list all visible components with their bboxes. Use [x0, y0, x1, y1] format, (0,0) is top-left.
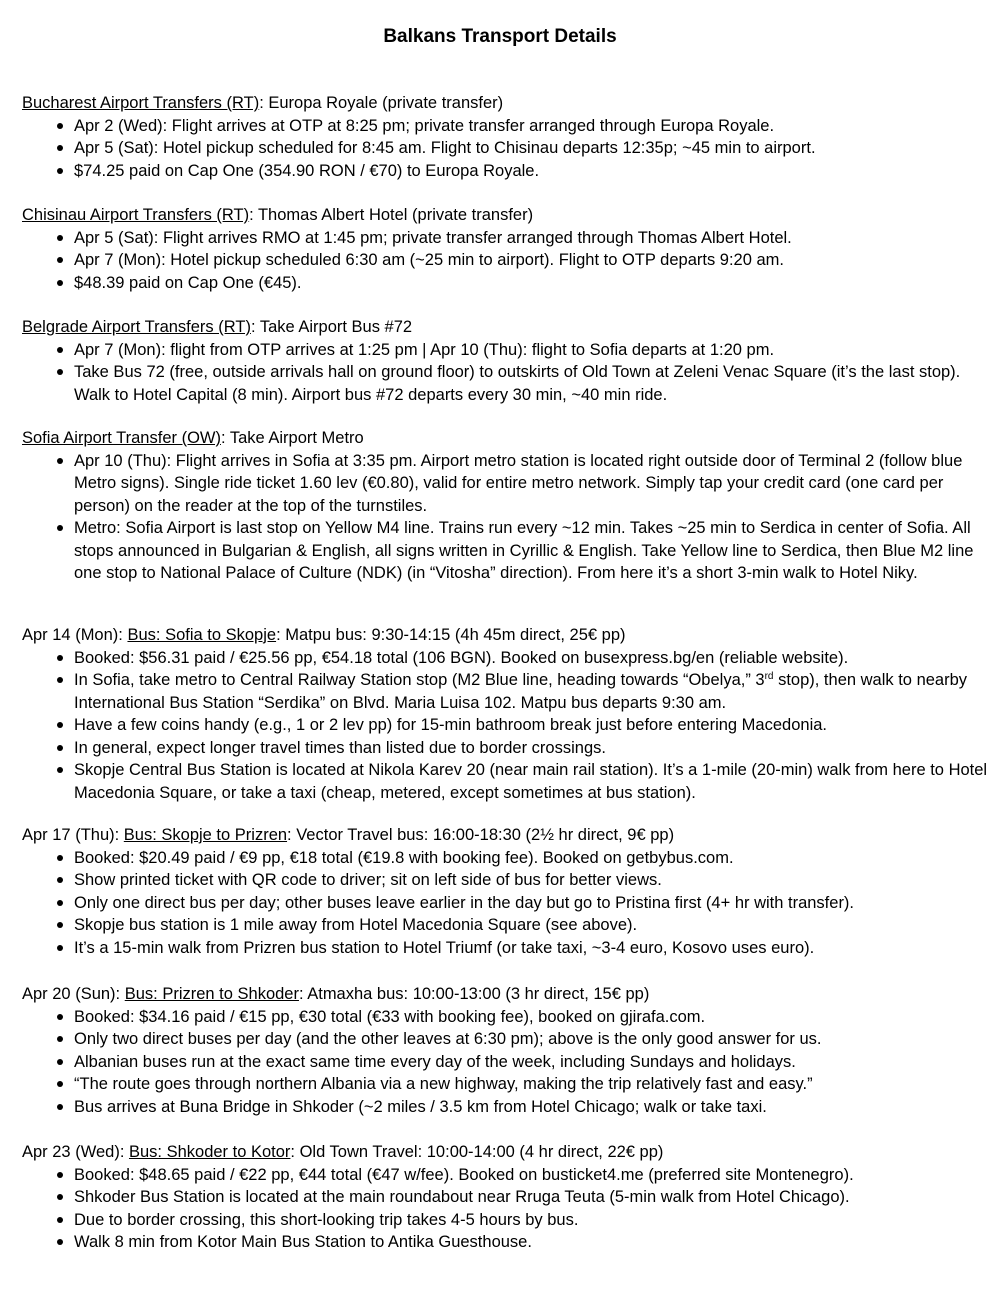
bullet-item: In general, expect longer travel times than listed due to border crossings.: [22, 737, 992, 760]
section: [22, 983, 992, 1118]
section-detail: : Vector Travel bus: 16:00-18:30 (2½ hr direct, 9€ pp): [287, 826, 675, 844]
bullet-item: Booked: $48.65 paid / €22 pp, €44 total (€47 w/fee). Booked on busticket4.me (preferred site Montenegro).: [22, 1164, 992, 1187]
bullet-item: It’s a 15-min walk from Prizren bus station to Hotel Triumf (or take taxi, ~3-4 euro, Kosovo uses euro).: [22, 937, 992, 960]
section: [22, 824, 992, 959]
section: [22, 427, 992, 585]
section: [22, 624, 992, 804]
bullet-list: [22, 847, 992, 960]
section-heading: [22, 427, 992, 450]
ordinal-suffix: rd: [764, 671, 774, 682]
section: [22, 1141, 992, 1254]
section-detail: : Thomas Albert Hotel (private transfer): [249, 206, 534, 224]
bullet-item: Skopje Central Bus Station is located at Nikola Karev 20 (near main rail station). It’s a 1-mile (20-min) walk from here to Hotel Macedonia Square, or take a taxi (cheap, metered, except sometimes at bus station).: [22, 759, 992, 804]
section: [22, 316, 992, 406]
section-title: Chisinau Airport Transfers (RT): [22, 206, 250, 224]
bullet-item: Show printed ticket with QR code to driver; sit on left side of bus for better views.: [22, 869, 992, 892]
bullet-item: Shkoder Bus Station is located at the main roundabout near Rruga Teuta (5-min walk from Hotel Chicago).: [22, 1186, 992, 1209]
section-title: Bus: Shkoder to Kotor: [128, 1143, 291, 1161]
section-heading: [22, 316, 992, 339]
bullet-item: Have a few coins handy (e.g., 1 or 2 lev pp) for 15-min bathroom break just before entering Macedonia.: [22, 714, 992, 737]
bullet-item: “The route goes through northern Albania via a new highway, making the trip relatively fast and easy.”: [22, 1073, 992, 1096]
bullet-list: [22, 1164, 992, 1254]
bullet-item: Bus arrives at Buna Bridge in Shkoder (~2 miles / 3.5 km from Hotel Chicago; walk or take taxi.: [22, 1096, 992, 1119]
bullet-list: [22, 450, 992, 585]
section-title: Bucharest Airport Transfers (RT): [22, 94, 260, 112]
bullet-list: [22, 339, 992, 407]
section-date: Apr 23 (Wed):: [22, 1143, 129, 1161]
bullet-list: [22, 227, 992, 295]
section-title: Belgrade Airport Transfers (RT): [22, 318, 251, 336]
section-date: Apr 17 (Thu):: [22, 826, 124, 844]
bullet-item: Booked: $56.31 paid / €25.56 pp, €54.18 total (106 BGN). Booked on busexpress.bg/en (reliable website).: [22, 647, 992, 670]
section: [22, 92, 992, 182]
bullet-item: Apr 5 (Sat): Hotel pickup scheduled for 8:45 am. Flight to Chisinau departs 12:35p; ~45 min to airport.: [22, 137, 992, 160]
section-date: Apr 20 (Sun):: [22, 985, 125, 1003]
bullet-item: Due to border crossing, this short-looking trip takes 4-5 hours by bus.: [22, 1209, 992, 1232]
section-detail: : Europa Royale (private transfer): [259, 94, 504, 112]
bullet-item: Walk 8 min from Kotor Main Bus Station to Antika Guesthouse.: [22, 1231, 992, 1254]
section-detail: : Old Town Travel: 10:00-14:00 (4 hr direct, 22€ pp): [290, 1143, 664, 1161]
section: [22, 204, 992, 294]
section-title: Bus: Sofia to Skopje: [127, 626, 277, 644]
bullet-item: Only one direct bus per day; other buses leave earlier in the day but go to Pristina first (4+ hr with transfer).: [22, 892, 992, 915]
bullet-item: Apr 2 (Wed): Flight arrives at OTP at 8:25 pm; private transfer arranged through Europa Royale.: [22, 115, 992, 138]
section-title: Sofia Airport Transfer (OW): [22, 429, 221, 447]
section-detail: : Take Airport Metro: [220, 429, 364, 447]
bullet-item: Skopje bus station is 1 mile away from Hotel Macedonia Square (see above).: [22, 914, 992, 937]
bullet-item: $74.25 paid on Cap One (354.90 RON / €70) to Europa Royale.: [22, 160, 992, 183]
section-title: Bus: Prizren to Shkoder: [124, 985, 299, 1003]
section-heading: [22, 92, 992, 115]
section-heading: [22, 824, 992, 847]
section-title: Bus: Skopje to Prizren: [123, 826, 288, 844]
document-title: Balkans Transport Details: [383, 26, 617, 47]
bullet-text: stop), then walk to nearby International Bus Station “Serdika” on Blvd. Maria Luisa 102. Matpu bus departs 9:30 am.: [74, 671, 968, 712]
bullet-list: [22, 115, 992, 183]
section-detail: : Atmaxha bus: 10:00-13:00 (3 hr direct, 15€ pp): [298, 985, 650, 1003]
bullet-item: Booked: $20.49 paid / €9 pp, €18 total (€19.8 with booking fee). Booked on getbybus.com.: [22, 847, 992, 870]
bullet-item: Apr 7 (Mon): flight from OTP arrives at 1:25 pm | Apr 10 (Thu): flight to Sofia departs at 1:20 pm.: [22, 339, 992, 362]
bullet-item: [22, 669, 992, 714]
bullet-item: Only two direct buses per day (and the other leaves at 6:30 pm); above is the only good answer for us.: [22, 1028, 992, 1051]
bullet-item: Apr 5 (Sat): Flight arrives RMO at 1:45 pm; private transfer arranged through Thomas Albert Hotel.: [22, 227, 992, 250]
bullet-item: $48.39 paid on Cap One (€45).: [22, 272, 992, 295]
section-heading: [22, 624, 992, 647]
bullet-item: Apr 10 (Thu): Flight arrives in Sofia at 3:35 pm. Airport metro station is located right outside door of Terminal 2 (follow blue Metro signs). Single ride ticket 1.60 lev (€0.80), valid for entire metro network. Simply tap your credit card (one card per person) on the reader at the top of the turnstiles.: [22, 450, 992, 518]
bullet-item: Albanian buses run at the exact same time every day of the week, including Sundays and holidays.: [22, 1051, 992, 1074]
bullet-text: In Sofia, take metro to Central Railway Station stop (M2 Blue line, heading towards “Obelya,” 3: [74, 671, 765, 689]
bullet-item: Apr 7 (Mon): Hotel pickup scheduled 6:30 am (~25 min to airport). Flight to OTP departs 9:20 am.: [22, 249, 992, 272]
section-detail: : Matpu bus: 9:30-14:15 (4h 45m direct, 25€ pp): [276, 626, 626, 644]
bullet-item: Metro: Sofia Airport is last stop on Yellow M4 line. Trains run every ~12 min. Takes ~25 min to Serdica in center of Sofia. All stops announced in Bulgarian & English, all signs written in Cyrillic & English. Take Yellow line to Serdica, then Blue M2 line one stop to National Palace of Culture (NDK) (in “Vitosha” direction). From here it’s a short 3-min walk to Hotel Niky.: [22, 517, 992, 585]
section-heading: [22, 204, 992, 227]
section-detail: : Take Airport Bus #72: [250, 318, 413, 336]
bullet-item: Booked: $34.16 paid / €15 pp, €30 total (€33 with booking fee), booked on gjirafa.com.: [22, 1006, 992, 1029]
section-heading: [22, 1141, 992, 1164]
section-date: Apr 14 (Mon):: [22, 626, 128, 644]
bullet-item: Take Bus 72 (free, outside arrivals hall on ground floor) to outskirts of Old Town at Zeleni Venac Square (it’s the last stop). Walk to Hotel Capital (8 min). Airport bus #72 departs every 30 min, ~40 min ride.: [22, 361, 992, 406]
bullet-list: [22, 1006, 992, 1119]
bullet-list: [22, 647, 992, 805]
section-heading: [22, 983, 992, 1006]
